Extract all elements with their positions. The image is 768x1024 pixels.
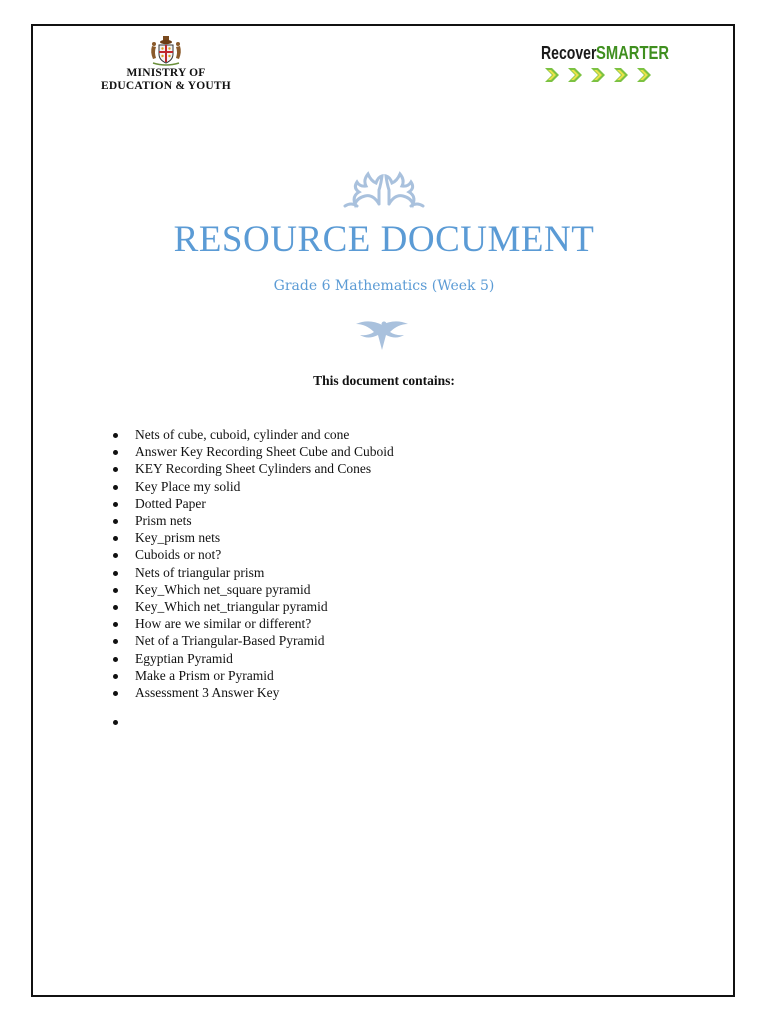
ministry-name xyxy=(88,67,244,93)
flourish-ornament-icon xyxy=(353,318,415,352)
contents-heading: This document contains: xyxy=(313,373,455,388)
list-item: Answer Key Recording Sheet Cube and Cuboid xyxy=(111,443,394,460)
chevron-right-icon xyxy=(543,66,565,84)
chevron-row xyxy=(543,66,665,84)
chevron-right-icon xyxy=(612,66,634,84)
recover-smarter-logo xyxy=(541,43,669,84)
list-item: Prism nets xyxy=(111,512,394,529)
chevron-right-icon xyxy=(566,66,588,84)
list-item: KEY Recording Sheet Cylinders and Cones xyxy=(111,460,394,477)
list-item: Key_Which net_square pyramid xyxy=(111,581,394,598)
list-item: Net of a Triangular-Based Pyramid xyxy=(111,632,394,649)
recover-word: Recover xyxy=(541,43,597,63)
list-item: Make a Prism or Pyramid xyxy=(111,667,394,684)
list-item: Nets of cube, cuboid, cylinder and cone xyxy=(111,426,394,443)
list-item: Key Place my solid xyxy=(111,478,394,495)
scroll-ornament-icon xyxy=(339,168,429,210)
document-title: RESOURCE DOCUMENT xyxy=(173,219,595,260)
contents-list xyxy=(111,426,394,701)
list-item: Egyptian Pyramid xyxy=(111,650,394,667)
list-item: Cuboids or not? xyxy=(111,546,394,563)
list-item: Dotted Paper xyxy=(111,495,394,512)
coat-of-arms-icon xyxy=(147,36,185,66)
chevron-right-icon xyxy=(635,66,657,84)
list-item: Assessment 3 Answer Key xyxy=(111,684,394,701)
list-item: Key_prism nets xyxy=(111,529,394,546)
document-subtitle: Grade 6 Mathematics (Week 5) xyxy=(273,278,495,294)
ministry-logo xyxy=(88,36,244,93)
ministry-line-2: EDUCATION & YOUTH xyxy=(101,80,231,92)
chevron-right-icon xyxy=(589,66,611,84)
smarter-word: SMARTER xyxy=(596,43,669,63)
list-item: How are we similar or different? xyxy=(111,615,394,632)
empty-bullet xyxy=(113,720,118,725)
list-item: Key_Which net_triangular pyramid xyxy=(111,598,394,615)
list-item: Nets of triangular prism xyxy=(111,564,394,581)
ministry-line-1: MINISTRY OF xyxy=(126,67,206,79)
